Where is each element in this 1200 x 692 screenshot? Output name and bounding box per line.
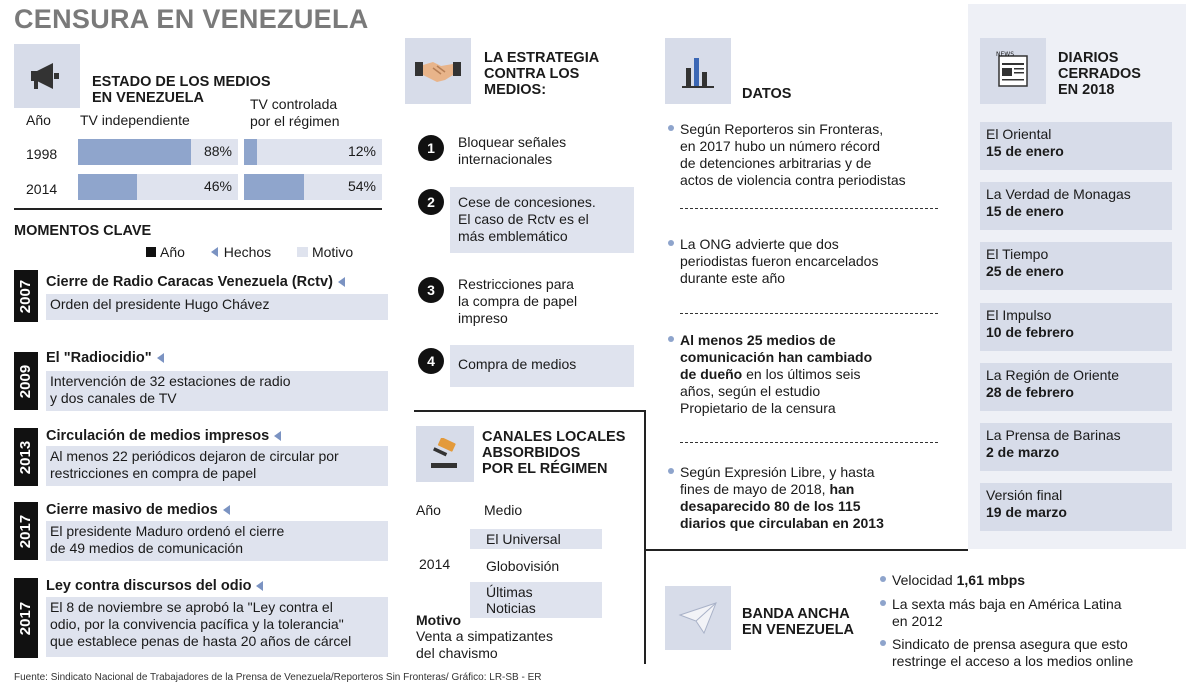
bullet-icon bbox=[668, 240, 674, 246]
col-controlled-label bbox=[250, 96, 340, 130]
bar-controlled-fill-2014 bbox=[244, 174, 304, 200]
datos-line: durante este año bbox=[680, 270, 786, 286]
pct-controlled-1998: 12% bbox=[347, 143, 376, 159]
pct-independent-1998: 88% bbox=[203, 143, 232, 159]
datos-line: en 2017 hubo un número récord bbox=[680, 138, 881, 154]
datos-line: fines de mayo de 2018, bbox=[680, 481, 830, 497]
diario-date: 2 de marzo bbox=[986, 444, 1060, 460]
event-motive-line: El 8 de noviembre se aprobó la "Ley contra el bbox=[50, 599, 333, 615]
event-motive bbox=[46, 294, 388, 320]
diario-card bbox=[980, 483, 1172, 531]
datos-line: en los últimos seis bbox=[742, 366, 861, 382]
legend-motive-swatch bbox=[297, 247, 308, 257]
event-motive-line: y dos canales de TV bbox=[50, 390, 177, 406]
datos-bullet-1 bbox=[668, 121, 906, 189]
diarios-heading-line: CERRADOS bbox=[1058, 66, 1141, 82]
bullet-icon bbox=[880, 640, 886, 646]
bars-icon-box bbox=[665, 38, 731, 104]
strategy-number: 3 bbox=[418, 277, 444, 303]
bullet-icon bbox=[668, 125, 674, 131]
diario-date: 15 de enero bbox=[986, 203, 1064, 219]
bar-independent-fill-1998 bbox=[78, 139, 191, 165]
canal-cell: El Universal bbox=[470, 529, 602, 549]
event-title-text: Circulación de medios impresos bbox=[46, 428, 270, 444]
event-motive bbox=[46, 521, 388, 561]
source-footnote: Fuente: Sindicato Nacional de Trabajadores de la Prensa de Venezuela/Reporteros Sin Fronteras/ Gráfico: LR-SB - ER bbox=[14, 672, 542, 683]
event-title-text: Cierre masivo de medios bbox=[46, 502, 218, 518]
strategy-text bbox=[458, 134, 566, 168]
event-year: 2009 bbox=[17, 364, 35, 398]
legend-events-label: Hechos bbox=[223, 244, 272, 260]
diario-card bbox=[980, 303, 1172, 351]
banda-bullet-3 bbox=[880, 636, 1133, 670]
bar-chart-icon bbox=[680, 54, 716, 88]
bar-independent-1998 bbox=[78, 139, 238, 165]
legend-events-swatch bbox=[211, 247, 218, 257]
bullet-icon bbox=[880, 600, 886, 606]
col-independent-label: TV independiente bbox=[80, 112, 190, 128]
datos-dash bbox=[680, 313, 938, 314]
estado-heading bbox=[92, 74, 271, 106]
diario-card bbox=[980, 242, 1172, 290]
datos-line: Según Reporteros sin Fronteras, bbox=[680, 121, 884, 137]
strategy-line: más emblemático bbox=[458, 228, 568, 244]
bar-independent-2014 bbox=[78, 174, 238, 200]
bar-controlled-2014 bbox=[244, 174, 382, 200]
canales-col-year: Año bbox=[416, 502, 441, 518]
banda-line: Velocidad bbox=[892, 572, 957, 588]
strategy-number: 4 bbox=[418, 348, 444, 374]
diario-card bbox=[980, 122, 1172, 170]
canales-heading bbox=[482, 429, 625, 477]
datos-line-bold: comunicación han cambiado bbox=[680, 349, 873, 365]
event-motive-line: Orden del presidente Hugo Chávez bbox=[50, 296, 270, 312]
event-year-tab bbox=[14, 270, 38, 322]
event-year: 2013 bbox=[17, 440, 35, 474]
estrategia-heading bbox=[484, 50, 599, 98]
estrategia-heading-line: MEDIOS: bbox=[484, 82, 547, 98]
event-year: 2007 bbox=[17, 279, 35, 313]
datos-line-bold: Al menos 25 medios de bbox=[680, 332, 836, 348]
bullet-icon bbox=[668, 336, 674, 342]
strategy-line: la compra de papel bbox=[458, 293, 578, 309]
newspaper-icon bbox=[996, 54, 1030, 88]
canales-heading-line: ABSORBIDOS bbox=[482, 445, 581, 461]
estado-heading-l2: EN VENEZUELA bbox=[92, 90, 204, 106]
diario-date: 28 de febrero bbox=[986, 384, 1074, 400]
canal-cell: Globovisión bbox=[486, 558, 560, 574]
diario-name: El Tiempo bbox=[986, 246, 1049, 262]
event-motive-line: El presidente Maduro ordenó el cierre bbox=[50, 523, 285, 539]
strategy-line: Restricciones para bbox=[458, 276, 574, 292]
row-year-2014: 2014 bbox=[26, 181, 58, 197]
event-year-tab bbox=[14, 502, 38, 560]
datos-dash bbox=[680, 208, 938, 209]
event-motive bbox=[46, 446, 388, 486]
event-title-text: Cierre de Radio Caracas Venezuela (Rctv) bbox=[46, 274, 333, 290]
event-title-text: El "Radiocidio" bbox=[46, 350, 152, 366]
diario-name: La Prensa de Barinas bbox=[986, 427, 1121, 443]
datos-line-bold: de dueño bbox=[680, 366, 743, 382]
datos-line-bold: han bbox=[829, 481, 855, 497]
event-title bbox=[46, 578, 263, 595]
bar-controlled-fill-1998 bbox=[244, 139, 257, 165]
strategy-line: Cese de concesiones. bbox=[458, 194, 596, 210]
divider-datos bbox=[646, 549, 968, 551]
strategy-line: Bloquear señales bbox=[458, 134, 567, 150]
event-year: 2017 bbox=[17, 514, 35, 548]
event-motive-line: restricciones en compra de papel bbox=[50, 465, 257, 481]
datos-line: años, según el estudio bbox=[680, 383, 821, 399]
datos-line: La ONG advierte que dos bbox=[680, 236, 839, 252]
event-title bbox=[46, 502, 230, 519]
event-title bbox=[46, 274, 345, 291]
legend-motive-label: Motivo bbox=[311, 244, 354, 260]
col-year-label: Año bbox=[26, 112, 51, 128]
datos-heading: DATOS bbox=[742, 86, 792, 102]
event-motive-line: Intervención de 32 estaciones de radio bbox=[50, 373, 291, 389]
event-marker-icon bbox=[338, 277, 345, 287]
event-marker-icon bbox=[223, 505, 230, 515]
diarios-heading bbox=[1058, 50, 1141, 98]
diario-name: La Región de Oriente bbox=[986, 367, 1120, 383]
newspaper-icon-label: NEWS bbox=[996, 51, 1015, 58]
diario-date: 25 de enero bbox=[986, 263, 1064, 279]
banda-heading-line: BANDA ANCHA bbox=[742, 606, 850, 622]
canales-heading-line: CANALES LOCALES bbox=[482, 429, 626, 445]
pct-controlled-2014: 54% bbox=[347, 178, 376, 194]
pct-independent-2014: 46% bbox=[203, 178, 232, 194]
event-year-tab bbox=[14, 578, 38, 658]
estrategia-heading-line: CONTRA LOS bbox=[484, 66, 580, 82]
diario-name: La Verdad de Monagas bbox=[986, 186, 1131, 202]
diario-name: Versión final bbox=[986, 487, 1063, 503]
canales-heading-line: POR EL RÉGIMEN bbox=[482, 461, 608, 477]
momentos-legend bbox=[146, 244, 353, 261]
event-marker-icon bbox=[157, 353, 164, 363]
col-controlled-l1: TV controlada bbox=[250, 96, 338, 112]
divider-estado bbox=[14, 208, 382, 210]
datos-bullet-2 bbox=[668, 236, 878, 287]
datos-line-bold: diarios que circulaban en 2013 bbox=[680, 515, 884, 531]
row-year-1998: 1998 bbox=[26, 146, 58, 162]
megaphone-icon bbox=[27, 59, 67, 93]
event-motive bbox=[46, 597, 388, 657]
canales-year: 2014 bbox=[419, 556, 451, 572]
event-title bbox=[46, 428, 281, 445]
strategy-line: Compra de medios bbox=[458, 356, 577, 372]
handshake-icon-box bbox=[405, 38, 471, 104]
event-motive-line: de 49 medios de comunicación bbox=[50, 540, 244, 556]
datos-line: periodistas fueron encarcelados bbox=[680, 253, 879, 269]
datos-dash bbox=[680, 442, 938, 443]
event-marker-icon bbox=[256, 581, 263, 591]
canales-motivo-line: Venta a simpatizantes bbox=[416, 628, 553, 644]
momentos-heading: MOMENTOS CLAVE bbox=[14, 223, 152, 239]
megaphone-icon-box bbox=[14, 44, 80, 108]
event-year-tab bbox=[14, 352, 38, 410]
banda-line: La sexta más baja en América Latina bbox=[892, 596, 1122, 612]
event-motive-line: odio, por la convivencia pacífica y la tolerancia" bbox=[50, 616, 344, 632]
datos-bullet-3 bbox=[668, 332, 872, 417]
strategy-number: 2 bbox=[418, 189, 444, 215]
page-title: CENSURA EN VENEZUELA bbox=[14, 4, 369, 34]
estrategia-heading-line: LA ESTRATEGIA bbox=[484, 50, 600, 66]
banda-line-bold: 1,61 mbps bbox=[956, 572, 1026, 588]
handshake-icon bbox=[415, 56, 461, 86]
gavel-icon bbox=[427, 438, 463, 470]
datos-line: Según Expresión Libre, y hasta bbox=[680, 464, 875, 480]
bar-independent-fill-2014 bbox=[78, 174, 137, 200]
banda-heading bbox=[742, 606, 854, 638]
diario-date: 19 de marzo bbox=[986, 504, 1067, 520]
datos-line: actos de violencia contra periodistas bbox=[680, 172, 906, 188]
bar-controlled-1998 bbox=[244, 139, 382, 165]
strategy-number: 1 bbox=[418, 135, 444, 161]
banda-bullet-1 bbox=[880, 572, 1025, 589]
bullet-icon bbox=[668, 468, 674, 474]
diario-date: 10 de febrero bbox=[986, 324, 1074, 340]
canales-motivo-line: del chavismo bbox=[416, 645, 498, 661]
datos-line-bold: desaparecido 80 de los 115 bbox=[680, 498, 861, 514]
strategy-line: El caso de Rctv es el bbox=[458, 211, 589, 227]
event-marker-icon bbox=[274, 431, 281, 441]
divider-canales bbox=[414, 410, 646, 412]
gavel-icon-box bbox=[416, 426, 474, 482]
strategy-line: impreso bbox=[458, 310, 508, 326]
strategy-text bbox=[458, 276, 577, 327]
datos-line: de detenciones arbitrarias y de bbox=[680, 155, 872, 171]
diario-name: El Impulso bbox=[986, 307, 1052, 323]
banda-bullet-2 bbox=[880, 596, 1122, 630]
strategy-text bbox=[458, 194, 596, 245]
diarios-heading-line: EN 2018 bbox=[1058, 82, 1115, 98]
canales-motivo bbox=[416, 628, 553, 662]
event-title-text: Ley contra discursos del odio bbox=[46, 578, 252, 594]
strategy-text bbox=[458, 356, 576, 373]
legend-year-label: Año bbox=[160, 244, 185, 260]
plane-icon-box bbox=[665, 586, 731, 650]
banda-line: Sindicato de prensa asegura que esto bbox=[892, 636, 1128, 652]
banda-heading-line: EN VENEZUELA bbox=[742, 622, 854, 638]
diario-name: El Oriental bbox=[986, 126, 1052, 142]
canales-motivo-label: Motivo bbox=[416, 612, 462, 628]
event-motive-line: que establece penas de hasta 20 años de cárcel bbox=[50, 633, 352, 649]
divider-vertical bbox=[644, 410, 646, 664]
diario-date: 15 de enero bbox=[986, 143, 1064, 159]
event-motive bbox=[46, 371, 388, 411]
strategy-line: internacionales bbox=[458, 151, 553, 167]
banda-line: restringe el acceso a los medios online bbox=[892, 653, 1134, 669]
diarios-heading-line: DIARIOS bbox=[1058, 50, 1119, 66]
estado-heading-l1: ESTADO DE LOS MEDIOS bbox=[92, 74, 271, 90]
event-motive-line: Al menos 22 periódicos dejaron de circular por bbox=[50, 448, 339, 464]
bullet-icon bbox=[880, 576, 886, 582]
paper-plane-icon bbox=[678, 601, 718, 635]
event-year-tab bbox=[14, 428, 38, 486]
datos-line: Propietario de la censura bbox=[680, 400, 836, 416]
canal-cell: Últimas Noticias bbox=[470, 582, 602, 618]
col-controlled-l2: por el régimen bbox=[250, 113, 340, 129]
diario-card bbox=[980, 363, 1172, 411]
diario-card bbox=[980, 182, 1172, 230]
event-year: 2017 bbox=[17, 601, 35, 635]
legend-year-swatch bbox=[146, 247, 156, 257]
newspaper-icon-box bbox=[980, 38, 1046, 104]
banda-line: en 2012 bbox=[892, 613, 943, 629]
event-title bbox=[46, 350, 164, 367]
diario-card bbox=[980, 423, 1172, 471]
canales-col-medio: Medio bbox=[484, 502, 523, 518]
datos-bullet-4 bbox=[668, 464, 884, 532]
